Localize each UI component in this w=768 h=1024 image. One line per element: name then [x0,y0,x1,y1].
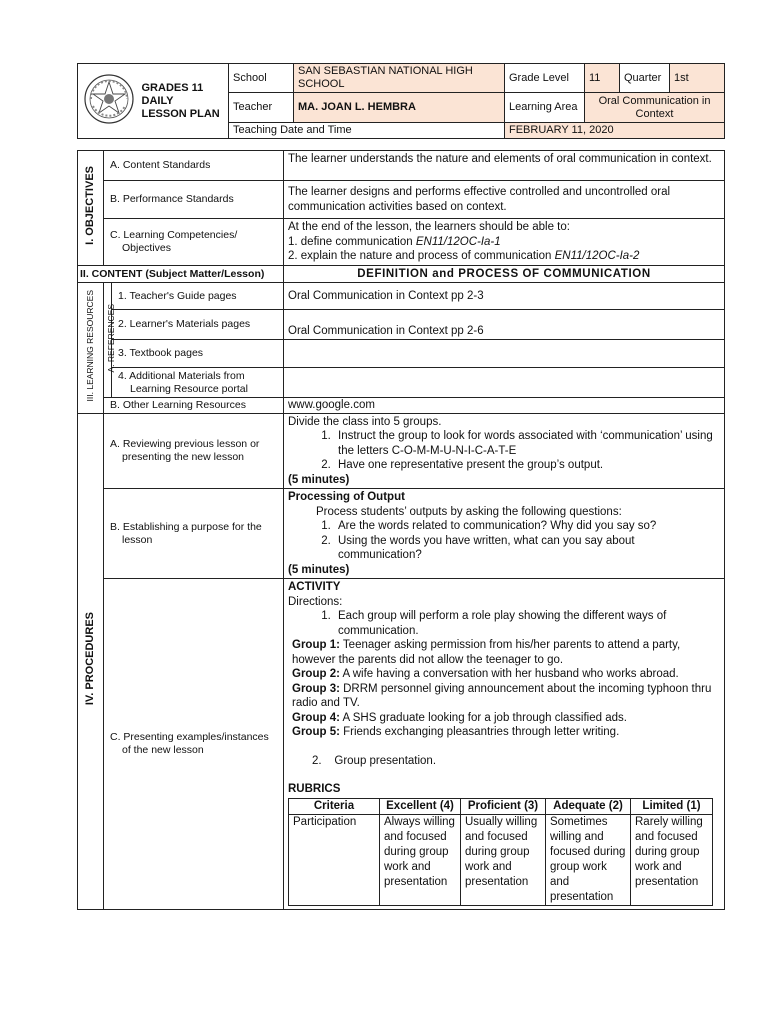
content-section-label: II. CONTENT (Subject Matter/Lesson) [78,265,284,283]
content-section-value: DEFINITION and PROCESS OF COMMUNICATION [284,265,725,283]
performance-standards-text: The learner designs and performs effective controlled and uncontrolled oral communication activities based on context. [284,181,725,219]
procedure-c-content: ACTIVITY Directions: 1. Each group will perform a role play showing the different ways of communication. Group 1: Teenager asking permission from his/her parents to attend a party, however the parents did not allow the teenager to go. Group 2: A wife having a conversation with her husband who works abroad. Group 3: DRRM personnel giving announcement about the incoming typhoon thru radio and TV. Group 4: A SHS graduate looking for a job through classified ads. Group 5: Friends exchanging pleasantries through letter writing. 2. Group presentation. RUBRICS Criteria Excellent (4) Proficient (3) Adequate (2) Limited (1) Participation Always willing and focused during group work and presentation Usually willing and focused during group work and presentation Sometimes willing and focused during group work and presentation Rarely willing and focused during group work and presentation [284,579,725,910]
procedure-b-list [288,519,720,563]
procedure-a-time: (5 minutes) [288,473,350,486]
rubric-header-cell: Adequate (2) [546,798,631,814]
other-resources-value: www.google.com [284,398,725,414]
teachers-guide-value: Oral Communication in Context pp 2-3 [284,283,725,310]
textbook-pages-label: 3. Textbook pages [112,340,284,368]
teaching-date-label: Teaching Date and Time [229,123,505,139]
procedure-b-label: B. Establishing a purpose for the lesson [104,489,284,579]
learning-area-label: Learning Area [505,93,585,123]
group-presentation-item: 2. Group presentation. [312,754,437,767]
competency-code-1: EN11/12OC-Ia-1 [415,235,501,248]
lesson-plan-header [77,63,725,139]
procedure-c-list [288,609,720,638]
grade-level-value: 11 [585,64,620,93]
list-item: 1. Each group will perform a role play showing the different ways of communication. [334,609,720,638]
learners-materials-label: 2. Learner's Materials pages [112,310,284,340]
performance-standards-label: B. Performance Standards [104,181,284,219]
group-2: Group 2: A wife having a conversation with her husband who works abroad. [292,668,679,680]
learning-area-value: Oral Communication in Context [585,93,725,123]
school-label: School [229,64,294,93]
rubric-cell: Participation [289,814,380,905]
procedure-b-content: Processing of Output Process students’ outputs by asking the following questions: 1. Are the words related to communication? Why did you say so? 2. Using the words you have written, what can you say about communication? (5 minutes) [284,489,725,579]
rubric-cell: Rarely willing and focused during group work and presentation [631,814,713,905]
teachers-guide-label: 1. Teacher's Guide pages [112,283,284,310]
learners-materials-value: Oral Communication in Context pp 2-6 [284,310,725,340]
grade-level-label: Grade Level [505,64,585,93]
list-item: 2. Using the words you have written, what can you say about communication? [334,534,720,563]
competency-code-2: EN11/12OC-Ia-2 [554,250,640,262]
references-label: A. REFERENCES [104,283,112,398]
group-3: Group 3: DRRM personnel giving announcement about the incoming typhoon thru radio and TV. [292,682,712,709]
objectives-section-label: I. OBJECTIVES [78,151,104,266]
quarter-label: Quarter [620,64,670,93]
teacher-value: MA. JOAN L. HEMBRA [294,93,505,123]
procedures-section-label: IV. PROCEDURES [78,413,104,909]
deped-seal-icon [78,70,138,128]
learning-competencies-label: C. Learning Competencies/ Objectives [104,219,284,266]
rubrics-heading: RUBRICS [288,783,341,795]
other-resources-label: B. Other Learning Resources [104,398,284,414]
rubrics-table [288,798,713,906]
lesson-plan-body [77,150,725,910]
rubric-header-row [289,798,713,814]
additional-materials-label: 4. Additional Materials from Learning Resource portal [112,368,284,398]
list-item: 2. Have one representative present the group’s output. [334,458,720,473]
list-item: 1. Are the words related to communication? Why did you say so? [334,519,720,534]
procedure-a-label: A. Reviewing previous lesson or presenting the new lesson [104,413,284,489]
additional-materials-value [284,368,725,398]
rubric-header-cell: Proficient (3) [461,798,546,814]
logo-cell [78,64,140,139]
list-item: 1. Instruct the group to look for words associated with ‘communication’ using the letters C-O-M-M-U-N-I-C-A-T-E [334,429,720,458]
rubric-header-cell: Limited (1) [631,798,713,814]
lesson-plan-title: GRADES 11 DAILY LESSON PLAN [140,64,229,139]
content-standards-label: A. Content Standards [104,151,284,181]
group-5: Group 5: Friends exchanging pleasantries through letter writing. [292,726,620,738]
teaching-date-value: FEBRUARY 11, 2020 [505,123,725,139]
procedure-a-content: Divide the class into 5 groups. 1. Instruct the group to look for words associated with ‘communication’ using the letters C-O-M-M-U-N-I-C-A-T-E 2. Have one representative present the group’s output. (5 minutes) [284,413,725,489]
rubric-cell: Usually willing and focused during group work and presentation [461,814,546,905]
learning-resources-section-label: III. LEARNING RESOURCES [78,283,104,414]
rubric-cell: Always willing and focused during group work and presentation [380,814,461,905]
school-value: SAN SEBASTIAN NATIONAL HIGH SCHOOL [294,64,505,93]
group-4: Group 4: A SHS graduate looking for a job through classified ads. [292,711,627,724]
procedure-a-list [288,429,720,473]
content-standards-text: The learner understands the nature and elements of oral communication in context. [284,151,725,181]
procedure-c-heading: ACTIVITY [288,581,341,593]
rubric-header-cell: Excellent (4) [380,798,461,814]
procedure-b-time: (5 minutes) [288,563,350,576]
rubric-cell: Sometimes willing and focused during group work and presentation [546,814,631,905]
group-1: Group 1: Teenager asking permission from his/her parents to attend a party, however the parents did not allow the teenager to go. [292,639,681,666]
teacher-label: Teacher [229,93,294,123]
rubric-header-cell: Criteria [289,798,380,814]
table-row [289,814,713,905]
quarter-value: 1st [670,64,725,93]
procedure-c-label: C. Presenting examples/instances of the new lesson [104,579,284,910]
learning-competencies-text: At the end of the lesson, the learners should be able to: 1. define communication EN11/12OC-Ia-1 2. explain the nature and process of communication EN11/12OC-Ia-2 [284,219,725,266]
textbook-pages-value [284,340,725,368]
procedure-b-heading: Processing of Output [288,491,405,503]
